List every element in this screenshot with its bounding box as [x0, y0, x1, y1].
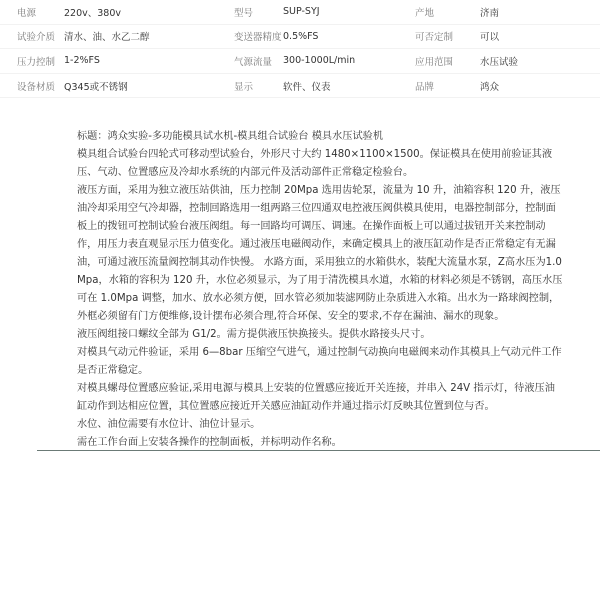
spec-label: 应用范围 — [398, 49, 480, 74]
spec-label: 可否定制 — [398, 24, 480, 49]
spec-label: 显示 — [217, 73, 283, 98]
spec-label: 型号 — [217, 0, 283, 24]
spec-row-3 — [0, 49, 600, 74]
spec-table — [0, 0, 600, 98]
product-description — [77, 128, 563, 452]
spec-label: 气源流量 — [217, 49, 283, 74]
spec-label: 试验介质 — [0, 24, 64, 49]
description-title: 标题：鸿众实验-多功能模具试水机-模具组合试验台 模具水压试验机 — [77, 131, 384, 142]
spec-row-1 — [0, 0, 600, 24]
spec-label: 压力控制 — [0, 49, 64, 74]
spec-value: SUP-SYJ — [283, 0, 398, 24]
description-paragraph: 对模具气动元件验证，采用 6—8bar 压缩空气进气，通过控制气动换向电磁阀来动作其模具上气动元件工作是否正常稳定。 — [77, 347, 562, 376]
spec-value: 220v、380v — [64, 0, 217, 24]
spec-value: 济南 — [480, 0, 600, 24]
description-paragraph: 对模具螺母位置感应验证,采用电源与模具上安装的位置感应接近开关连接，并串入 24V 指示灯，待液压油缸动作到达相应位置，其位置感应接近开关感应油缸动作并通过指示灯反映其位置到位与否。 — [77, 383, 555, 412]
spec-value: 1-2%FS — [64, 49, 217, 74]
spec-value: 300-1000L/min — [283, 49, 398, 74]
spec-label: 品牌 — [398, 73, 480, 98]
spec-value: Q345或不锈钢 — [64, 73, 217, 98]
spec-value: 鸿众 — [480, 73, 600, 98]
spec-value: 可以 — [480, 24, 600, 49]
spec-value: 清水、油、水乙二醇 — [64, 24, 217, 49]
description-paragraph: 水位、油位需要有水位计、油位计显示。 — [77, 419, 261, 430]
spec-value: 水压试验 — [480, 49, 600, 74]
spec-label: 变送器精度 — [217, 24, 283, 49]
spec-value: 0.5%FS — [283, 24, 398, 49]
description-paragraph: 模具组合试验台四轮式可移动型试验台，外形尺寸大约 1480×1100×1500。保证模具在使用前验证其液压、气动、位置感应及冷却水系统的内部元件及活动部件正常稳定检验台。 — [77, 149, 553, 178]
spec-label: 电源 — [0, 0, 64, 24]
spec-value: 软件、仪表 — [283, 73, 398, 98]
spec-label: 产地 — [398, 0, 480, 24]
description-paragraph: 液压方面，采用为独立液压站供油，压力控制 20Mpa 选用齿轮泵，流量为 10 升，油箱容积 120 升，液压油冷却采用空气冷却器，控制回路选用一组两路三位四通双电控液压阀供模具使用，电器控制部分，控制面板上的拨钮可控制试验台液压阀组。每一回路均可调压、调速。在操作面板上可以通过拔钮开关来控制动作，用压力表直观显示压力值变化。通过液压电磁阀动作，来确定模具上的液压缸动作是否正常稳定有无漏油，可通过液压流量阀控制其动作快慢。 水路方面，采用独立的水箱供水，装配大流量水泵，Z高水压为1.0Mpa，水箱的容积为 120 升，水位必须显示，为了用于清洗模具水道，水箱的材料必须是不锈钢，高压水压可在 1.0Mpa 调整，加水、放水必须方便，回水管必须加装滤网防止杂质进入水箱。出水为一路球阀控制，外框必须留有门方便维修,设计摆布必须合理,符合环保、安全的要求,不存在漏油、漏水的现象。 — [77, 185, 563, 322]
spec-row-2 — [0, 24, 600, 49]
spec-label: 设备材质 — [0, 73, 64, 98]
spec-row-4 — [0, 73, 600, 98]
bottom-divider — [37, 450, 600, 451]
description-paragraph: 需在工作台面上安装各操作的控制面板，并标明动作名称。 — [77, 437, 342, 448]
description-paragraph: 液压阀组接口螺纹全部为 G1/2。需方提供液压快换接头。提供水路接头尺寸。 — [77, 329, 431, 340]
